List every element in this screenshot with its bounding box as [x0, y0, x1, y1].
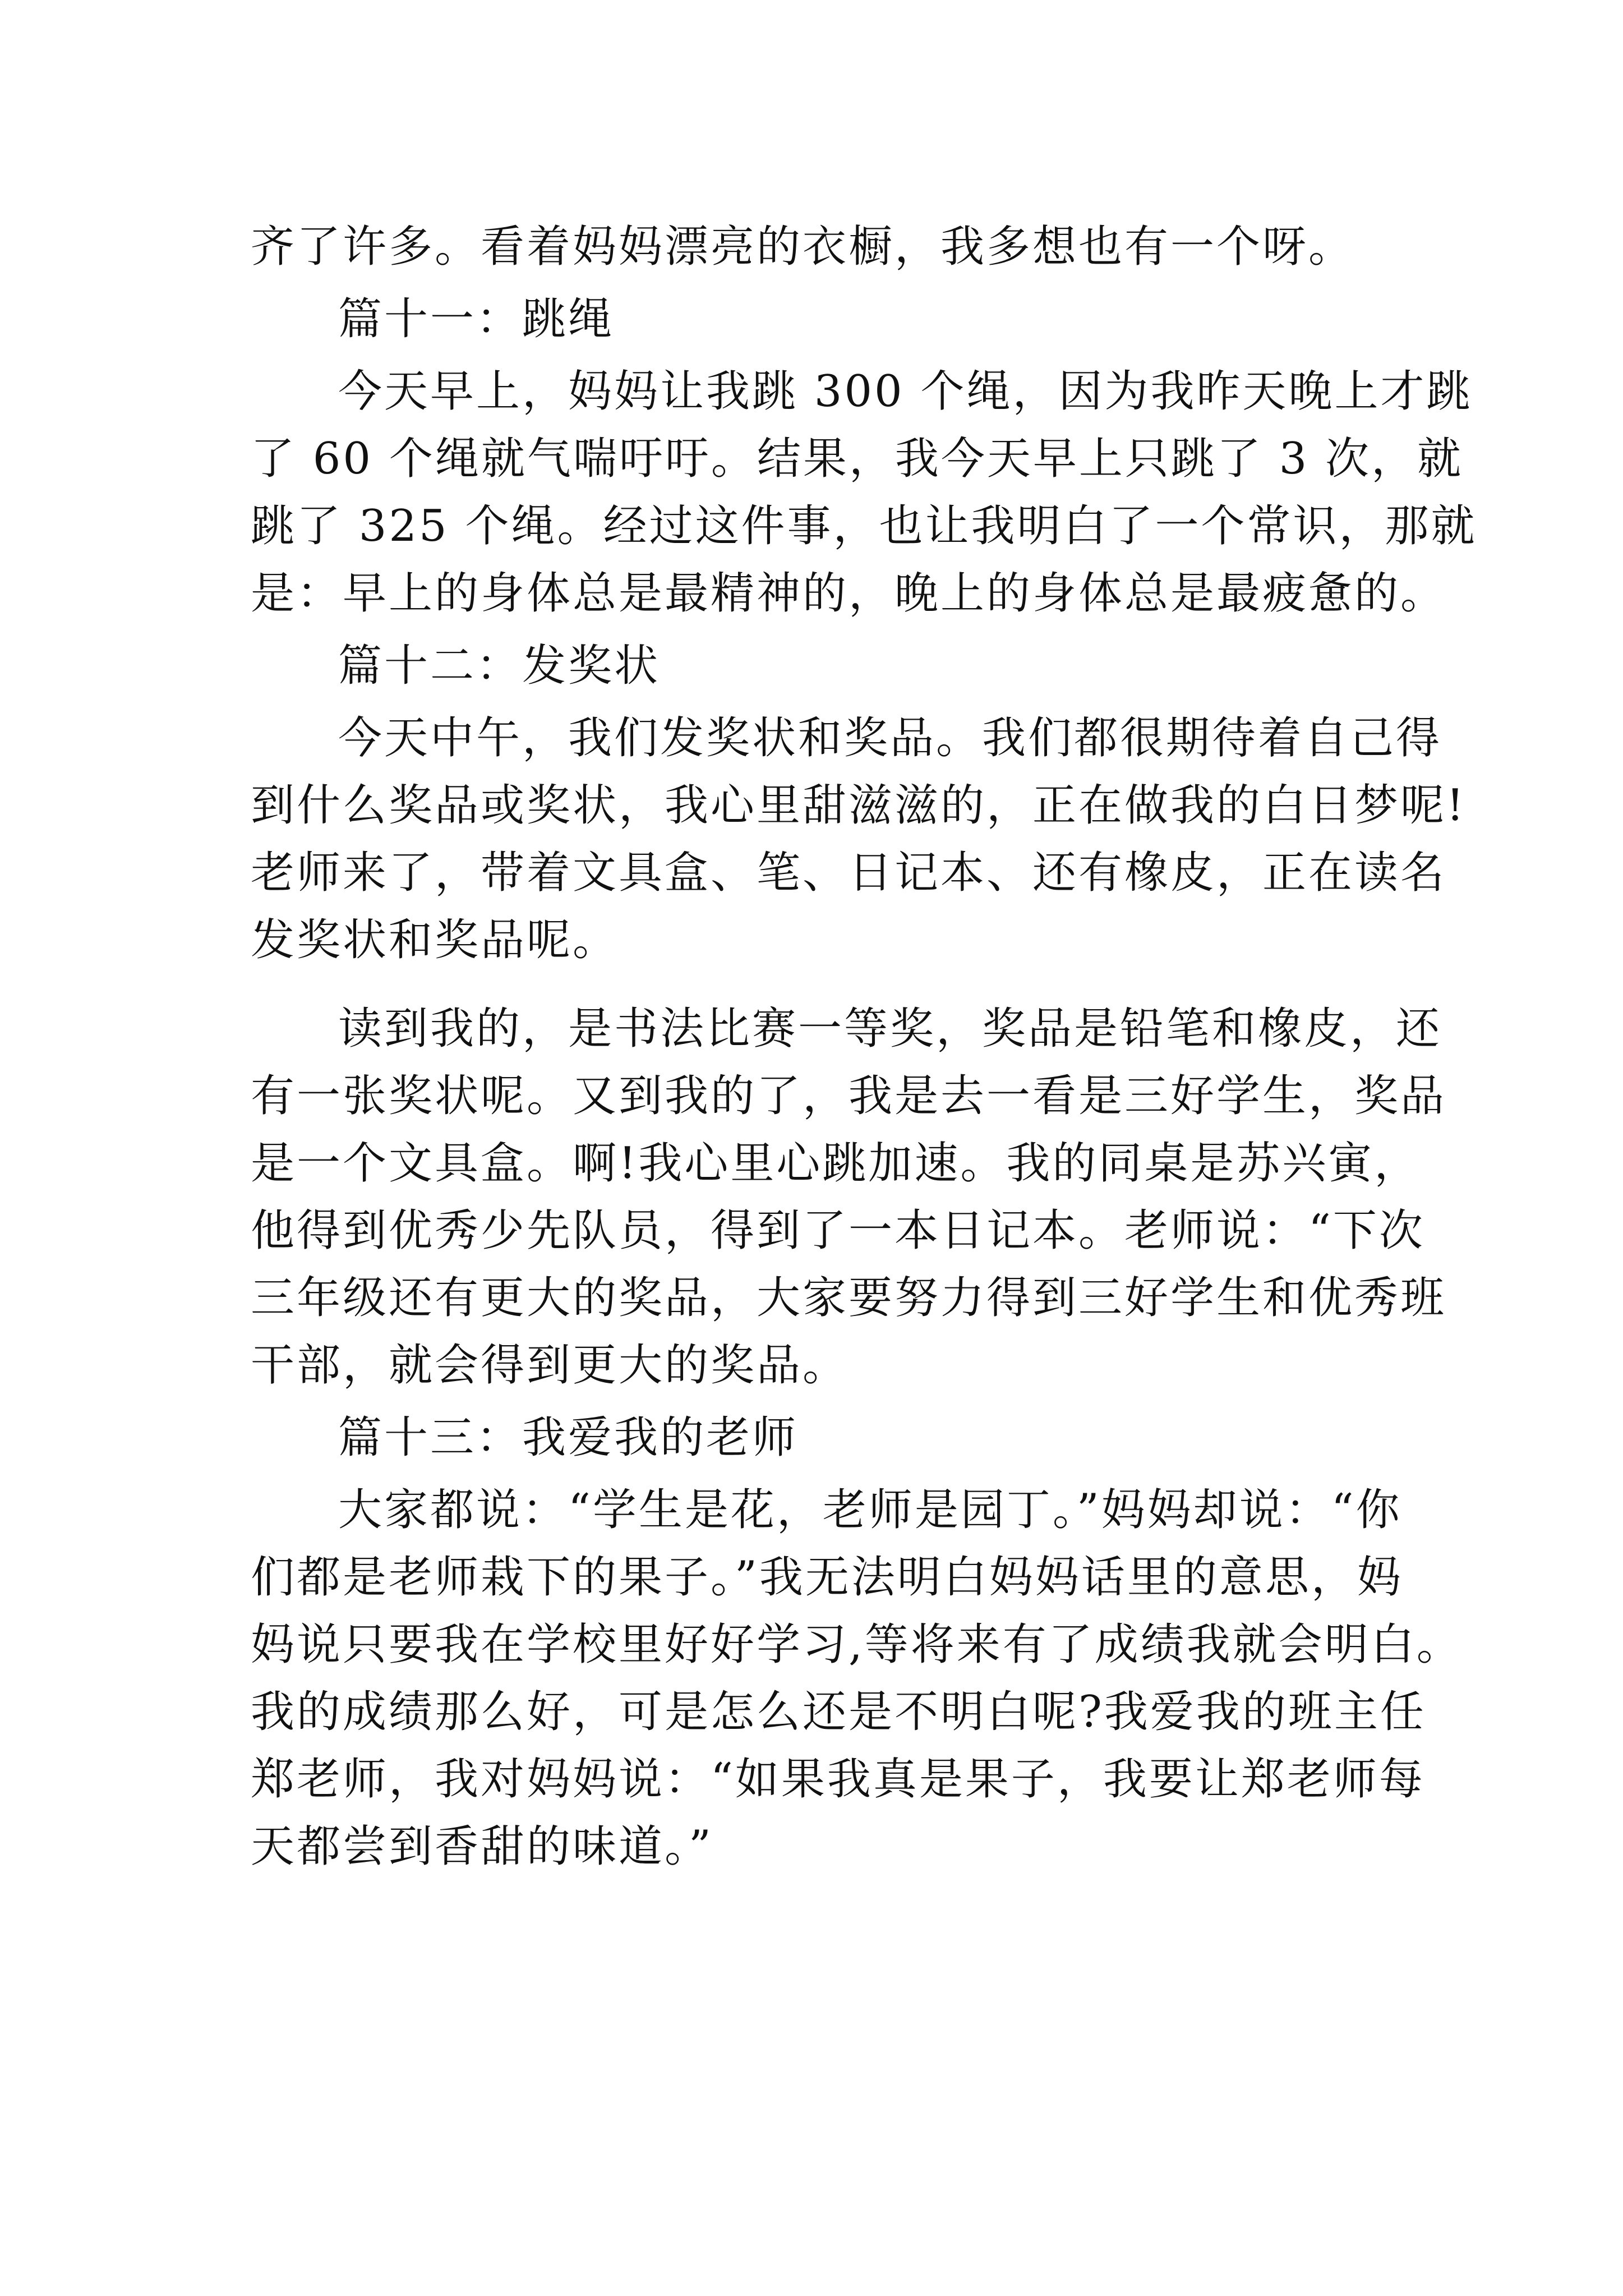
section-heading: 篇十二：发奖状	[338, 641, 661, 691]
text-line: 读到我的，是书法比赛一等奖，奖品是铅笔和橡皮，还	[338, 1004, 1442, 1054]
text-line: 三年级还有更大的奖品，大家要努力得到三好学生和优秀班	[251, 1273, 1447, 1323]
text-line: 老师来了，带着文具盒、笔、日记本、还有橡皮，正在读名	[251, 848, 1447, 898]
text-line: 们都是老师栽下的果子。”我无法明白妈妈话里的意思，妈	[251, 1552, 1403, 1603]
text-line: 郑老师，我对妈妈说：“如果我真是果子，我要让郑老师每	[251, 1754, 1425, 1805]
text-line: 天都尝到香甜的味道。”	[251, 1821, 713, 1872]
section-heading: 篇十一：跳绳	[338, 294, 615, 344]
text-line: 是一个文具盒。啊!我心里心跳加速。我的同桌是苏兴寅，	[251, 1138, 1421, 1189]
section-heading: 篇十三：我爱我的老师	[338, 1412, 799, 1463]
text-line: 了 60 个绳就气喘吁吁。结果，我今天早上只跳了 3 次，就	[251, 434, 1464, 484]
text-line: 是：早上的身体总是最精神的，晚上的身体总是最疲惫的。	[251, 568, 1447, 619]
text-line: 今天中午，我们发奖状和奖品。我们都很期待着自己得	[338, 713, 1442, 763]
text-line: 他得到优秀少先队员，得到了一本日记本。老师说：“下次	[251, 1205, 1425, 1256]
text-line: 我的成绩那么好，可是怎么还是不明白呢?我爱我的班主任	[251, 1687, 1426, 1737]
text-line: 发奖状和奖品呢。	[251, 915, 619, 965]
text-line: 到什么奖品或奖状，我心里甜滋滋的，正在做我的白日梦呢!	[251, 780, 1467, 831]
text-line: 大家都说：“学生是花，老师是园丁。”妈妈却说：“你	[338, 1485, 1402, 1535]
text-line: 齐了许多。看着妈妈漂亮的衣橱，我多想也有一个呀。	[251, 222, 1355, 272]
text-line: 跳了 325 个绳。经过这件事，也让我明白了一个常识，那就	[251, 501, 1477, 551]
text-line: 妈说只要我在学校里好好学习,等将来有了成绩我就会明白。	[251, 1619, 1463, 1670]
text-line: 干部，就会得到更大的奖品。	[251, 1340, 849, 1391]
text-line: 今天早上，妈妈让我跳 300 个绳，因为我昨天晚上才跳	[338, 366, 1473, 417]
document-page	[251, 213, 1477, 1880]
text-line: 有一张奖状呢。又到我的了，我是去一看是三好学生，奖品	[251, 1071, 1447, 1121]
